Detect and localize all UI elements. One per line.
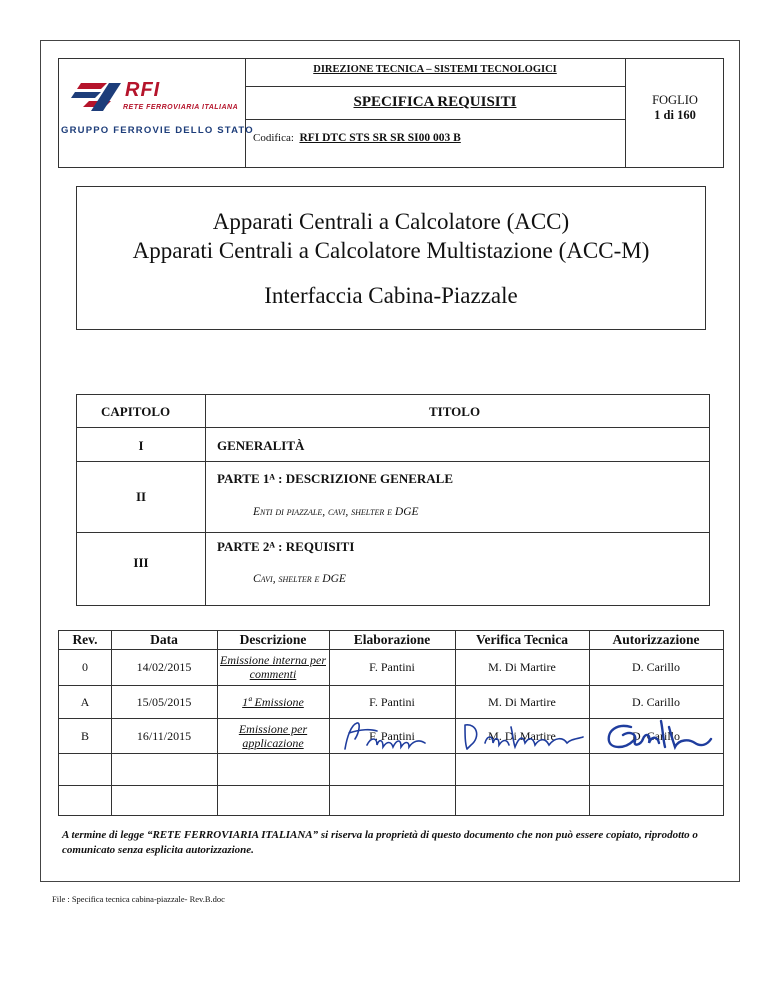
foglio-value: 1 di 160 [654,108,696,122]
rev-code: B [80,728,89,743]
legal-notice: A termine di legge “RETE FERROVIARIA ITALIANA” si riserva la proprietà di questo documento che non può essere copiato, riprodotto o comunicato senza esplicita autorizzazione. [62,829,698,856]
chapters-table [76,394,710,606]
rev-date: 15/05/2015 [136,694,192,709]
rev-elaborazione: F. Pantini [369,660,415,674]
chapter-title: GENERALITÀ [217,438,305,453]
column-header-capitolo: CAPITOLO [101,404,171,419]
direzione-label: DIREZIONE TECNICA – SISTEMI TECNOLOGICI [313,64,557,75]
rev-description: 1ª Emissione [242,694,304,709]
column-header-titolo: TITOLO [429,404,481,419]
rev-verifica: M. Di Martire [488,728,556,743]
rev-code: 0 [82,660,88,674]
chapter-number: III [133,555,149,570]
rev-code: A [80,694,90,709]
signature-pantini-icon [337,719,447,753]
chapter-subtitle: Cavi, shelter e DGE [253,573,346,585]
file-name: File : Specifica tecnica cabina-piazzale- Rev.B.doc [52,894,225,904]
signature-dimartire-icon [459,719,589,753]
rev-date: 14/02/2015 [136,660,192,674]
title-line-1: Apparati Centrali a Calcolatore (ACC) [212,209,570,234]
revision-table [58,630,724,816]
doc-type: SPECIFICA REQUISITI [353,94,517,110]
header-divider [245,119,625,120]
chapter-number: II [135,489,147,504]
foglio-label: FOGLIO [652,93,698,107]
codifica [253,132,461,144]
header-divider [245,86,625,87]
document-header [58,58,724,168]
header-divider [245,59,246,167]
rev-verifica: M. Di Martire [488,694,556,709]
logo-subtitle: RETE FERROVIARIA ITALIANA [123,104,239,111]
title-box [76,186,706,330]
column-header-descrizione: Descrizione [239,632,307,647]
codifica-label: Codifica: [253,132,294,144]
rfi-logo-icon [67,81,123,113]
rev-verifica: M. Di Martire [488,660,556,674]
chapter-title: PARTE 2ᴬ : REQUISITI [217,539,355,554]
column-header-elaborazione: Elaborazione [353,632,431,647]
column-header-data: Data [150,632,178,647]
column-header-rev: Rev. [72,632,98,647]
table-divider [77,427,709,428]
logo-group: GRUPPO FERROVIE DELLO STATO [61,125,254,136]
rev-autorizzazione: D. Carillo [632,660,680,674]
title-line-2: Apparati Centrali a Calcolatore Multistazione (ACC-M) [132,238,650,263]
chapter-title: PARTE 1ᴬ : DESCRIZIONE GENERALE [217,471,453,486]
title-line-3: Interfaccia Cabina-Piazzale [264,283,518,308]
table-divider [77,461,709,462]
foglio [625,93,725,123]
table-divider [59,753,723,754]
table-divider [59,785,723,786]
column-header-autorizzazione: Autorizzazione [612,632,700,647]
rev-autorizzazione: D. Carillo [632,694,680,709]
logo-brand: RFI [125,79,161,101]
chapter-number: I [138,438,144,453]
table-divider [77,532,709,533]
rev-date: 16/11/2015 [136,728,192,743]
rev-elaborazione: F. Pantini [369,728,415,743]
rev-description: Emissione per applicazione [238,721,308,750]
signature-carillo-icon [599,717,715,753]
chapter-subtitle: Enti di piazzale, cavi, shelter e DGE [253,506,419,518]
rev-elaborazione: F. Pantini [369,694,415,709]
column-header-verifica: Verifica Tecnica [475,632,569,647]
rev-description: Emissione interna per commenti [220,653,326,681]
rev-autorizzazione: D. Carillo [632,728,680,743]
codifica-value: RFI DTC STS SR SR SI00 003 B [299,132,461,144]
